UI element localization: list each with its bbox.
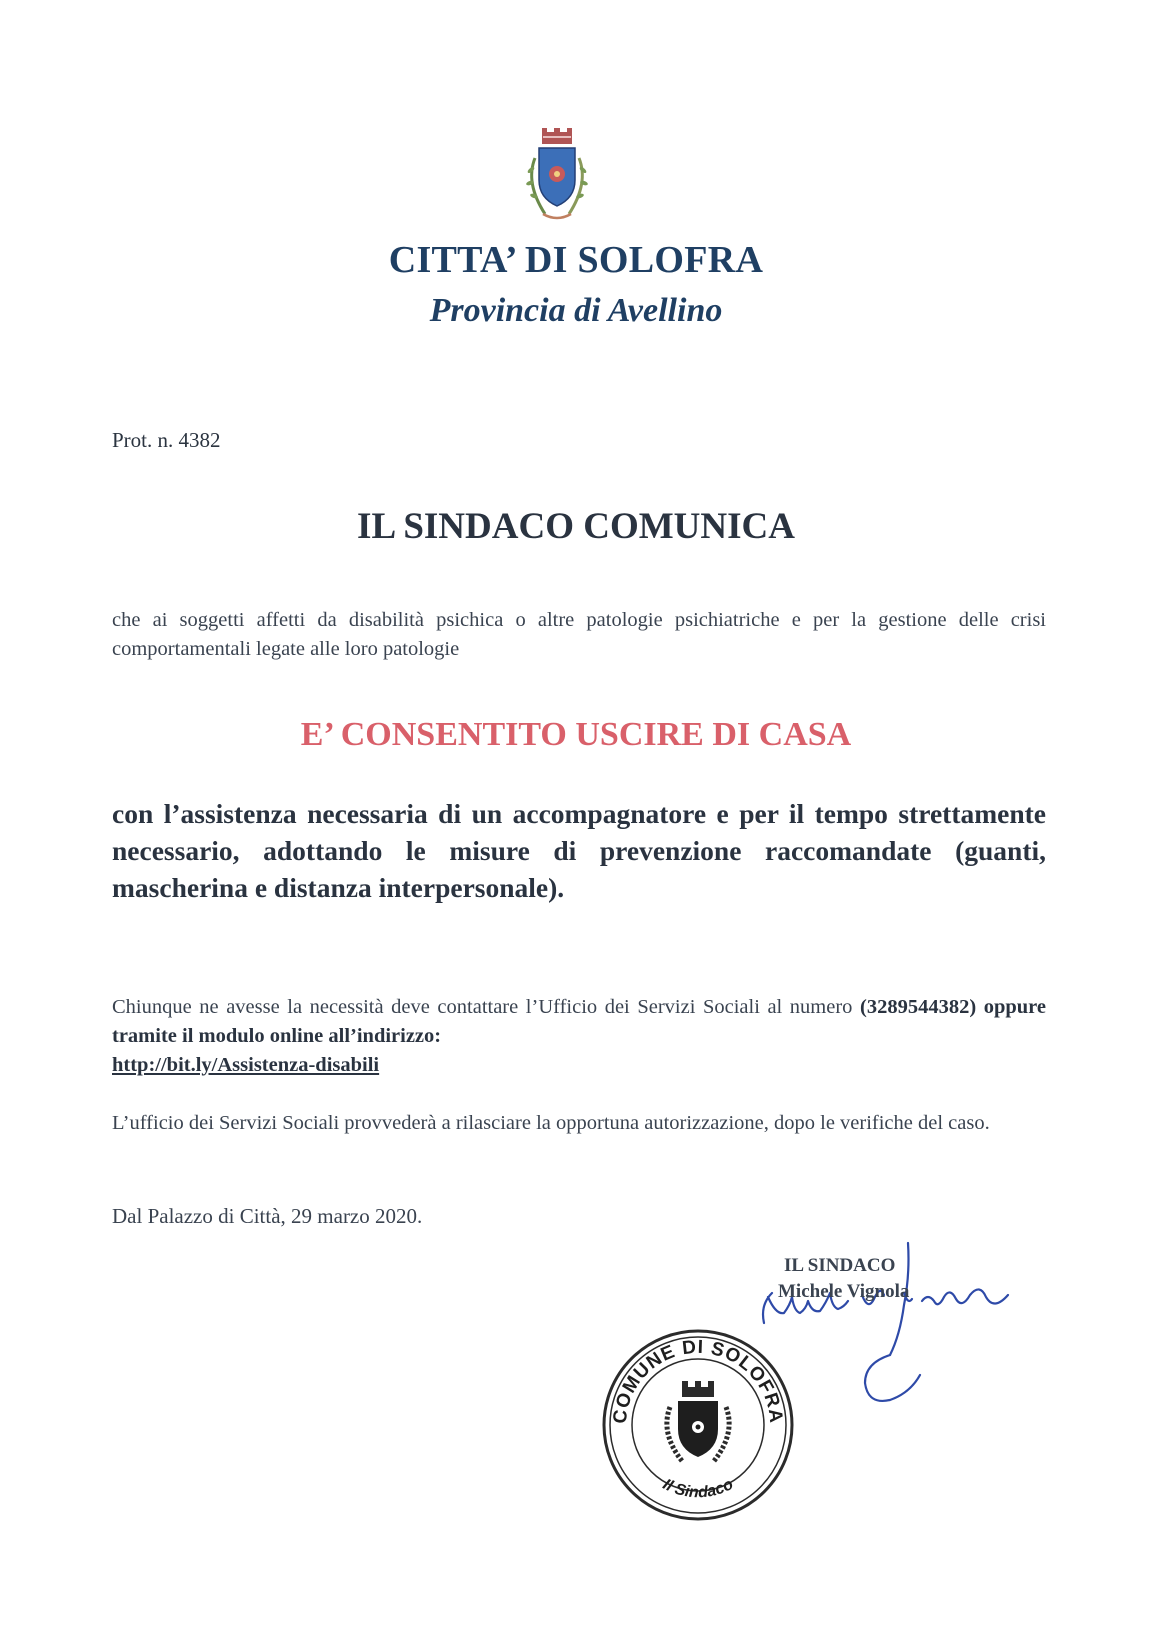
- notice-heading: IL SINDACO COMUNICA: [357, 506, 795, 547]
- office-note: L’ufficio dei Servizi Sociali provvederà a rilasciare la opportuna autorizzazione, dopo le verifiche del caso.: [112, 1112, 990, 1134]
- contact-prefix: Chiunque ne avesse la necessità deve contattare l’Ufficio dei Servizi Sociali al numero: [112, 996, 853, 1018]
- province-subtitle: Provincia di Avellino: [429, 292, 723, 329]
- svg-text:Il Sindaco: Il Sindaco: [659, 1475, 737, 1502]
- announcement-headline: E’ CONSENTITO USCIRE DI CASA: [300, 716, 852, 753]
- contact-phone: (3289544382) oppure tramite il modulo online all’indirizzo:: [112, 996, 1046, 1047]
- form-link[interactable]: http://bit.ly/Assistenza-disabili: [112, 1054, 380, 1076]
- contact-paragraph: [112, 993, 1046, 1080]
- official-stamp: [598, 1325, 798, 1525]
- signature-name: Michele Vignola: [778, 1281, 910, 1302]
- conditions-paragraph: con l’assistenza necessaria di un accompagnatore e per il tempo strettamente necessario, adottando le misure di prevenzione raccomandate (guanti, mascherina e distanza interpersonale).: [112, 798, 1046, 903]
- svg-text:COMUNE DI SOLOFRA: COMUNE DI SOLOFRA: [609, 1336, 787, 1425]
- dateline: Dal Palazzo di Città, 29 marzo 2020.: [112, 1204, 423, 1228]
- city-title: CITTA’ DI SOLOFRA: [388, 239, 764, 281]
- intro-paragraph: che ai soggetti affetti da disabilità psichica o altre patologie psichiatriche e per la gestione delle crisi comportamentali legate alle loro patologie: [112, 609, 1046, 660]
- signature-title: IL SINDACO: [784, 1255, 896, 1276]
- coat-of-arms-icon: [517, 128, 597, 228]
- protocol-number: Prot. n. 4382: [112, 428, 221, 452]
